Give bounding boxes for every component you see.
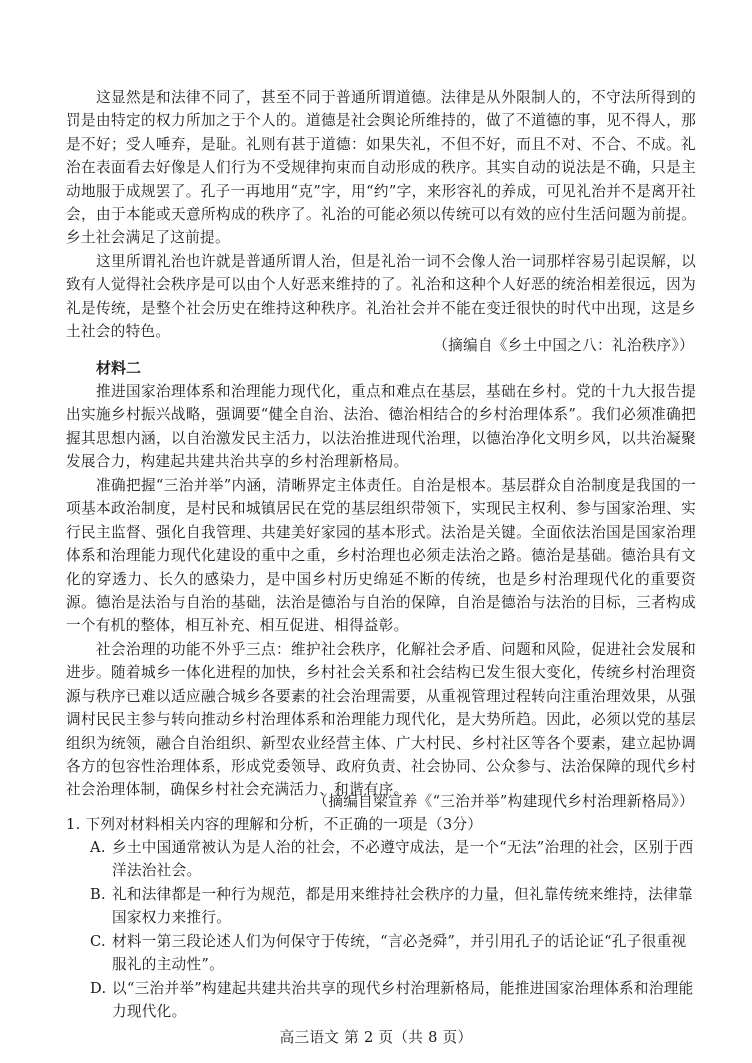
option-a-letter: A. [90, 839, 106, 856]
page-footer: 高三语文 第 2 页（共 8 页） [279, 1029, 473, 1046]
material2-source: （摘编自梁宣养《“三治并举”构建现代乡村治理新格局》） [313, 793, 694, 810]
material2-paragraph-2: 准确把握“三治并举”内涵，清晰界定主体责任。自治是根本。基层群众自治制度是我国的一项基本政治制度，是村民和城镇居民在党的基层组织带领下，实现民主权利、参与国家治理、实行民主监督、强化自我管理、共建美好家园的基本形式。法治是关键。全面依法治国是国家治理体系和治理能力现代化建设的重中之重，乡村治理也必须走法治之路。德治是基础。德治具有文化的穿透力、长久的感染力，是中国乡村历史绵延不断的传统，也是乡村治理现代化的重要资源。德治是法治与自治的基础，法治是德治与自治的保障，自治是德治与法治的目标，三者构成一个有机的整体，相互补充、相互促进、相得益彰。 [66, 477, 696, 635]
material1-paragraph-1: 这显然是和法律不同了，甚至不同于普通所谓道德。法律是从外限制人的，不守法所得到的罚是由特定的权力所加之于个人的。道德是社会舆论所维持的，做了不道德的事，见不得人，那是不好；受人唾弃，是耻。礼则有甚于道德：如果失礼，不但不好，而且不对、不合、不成。礼治在表面看去好像是人们行为不受规律拘束而自动形成的秩序。其实自动的说法是不确，只是主动地服于成规罢了。孔子一再地用“克”字，用“约”字，来形容礼的养成，可见礼治并不是离开社会，由于本能或天意所构成的秩序了。礼治的可能必须以传统可以有效的应付生活问题为前提。乡土社会满足了这前提。 [66, 89, 696, 247]
material1-source: （摘编自《乡土中国之八：礼治秩序》） [433, 337, 694, 354]
material2-paragraph-1: 推进国家治理体系和治理能力现代化，重点和难点在基层，基础在乡村。党的十九大报告提出实施乡村振兴战略，强调要“健全自治、法治、德治相结合的乡村治理体系”。我们必须准确把握其思想内涵，以自治激发民主活力，以法治推进现代治理，以德治净化文明乡风，以共治凝聚发展合力，构建起共建共治共享的乡村治理新格局。 [66, 383, 696, 471]
option-c[interactable] [90, 930, 696, 977]
material1-paragraph-2: 这里所谓礼治也许就是普通所谓人治，但是礼治一词不会像人治一词那样容易引起误解，以致有人觉得社会秩序是可以由个人好恶来维持的了。礼治和这种个人好恶的统治相差很远，因为礼是传统，是整个社会历史在维持这种秩序。礼治社会并不能在变迁很快的时代中出现，这是乡土社会的特色。 [66, 253, 696, 341]
option-d-text: 以“三治并举”构建起共建共治共享的现代乡村治理新格局，能推进国家治理体系和治理能力现代化。 [112, 980, 694, 1021]
question-1-stem: 1. 下列对材料相关内容的理解和分析，不正确的一项是（3分） [66, 816, 483, 833]
option-b[interactable] [90, 883, 696, 930]
option-d-letter: D. [90, 980, 107, 997]
option-b-text: 礼和法律都是一种行为规范，都是用来维持社会秩序的力量，但礼靠传统来维持，法律靠国家权力来推行。 [112, 886, 693, 927]
option-c-text: 材料一第三段论述人们为何保守于传统，“言必尧舜”，并引用孔子的话论证“孔子很重视服礼的主动性”。 [112, 933, 687, 974]
option-d[interactable] [90, 977, 696, 1024]
option-c-letter: C. [90, 933, 106, 950]
option-a[interactable] [90, 836, 696, 883]
option-b-letter: B. [90, 886, 106, 903]
material2-heading: 材料二 [96, 359, 142, 377]
material2-paragraph-3: 社会治理的功能不外乎三点：维护社会秩序，化解社会矛盾、问题和风险，促进社会发展和进步。随着城乡一体化进程的加快，乡村社会关系和社会结构已发生很大变化，传统乡村治理资源与秩序已难以适应融合城乡各要素的社会治理需要，从重视管理过程转向注重治理效果，从强调村民民主参与转向推动乡村治理体系和治理能力现代化，是大势所趋。因此，必须以党的基层组织为统领，融合自治组织、新型农业经营主体、广大村民、乡村社区等各个要素，建立起协调各方的包容性治理体系，形成党委领导、政府负责、社会协同、公众参与、法治保障的现代乡村社会治理体制，确保乡村社会充满活力、和谐有序。 [66, 641, 696, 799]
option-a-text: 乡土中国通常被认为是人治的社会，不必遵守成法，是一个“无法”治理的社会，区别于西洋法治社会。 [112, 839, 694, 880]
